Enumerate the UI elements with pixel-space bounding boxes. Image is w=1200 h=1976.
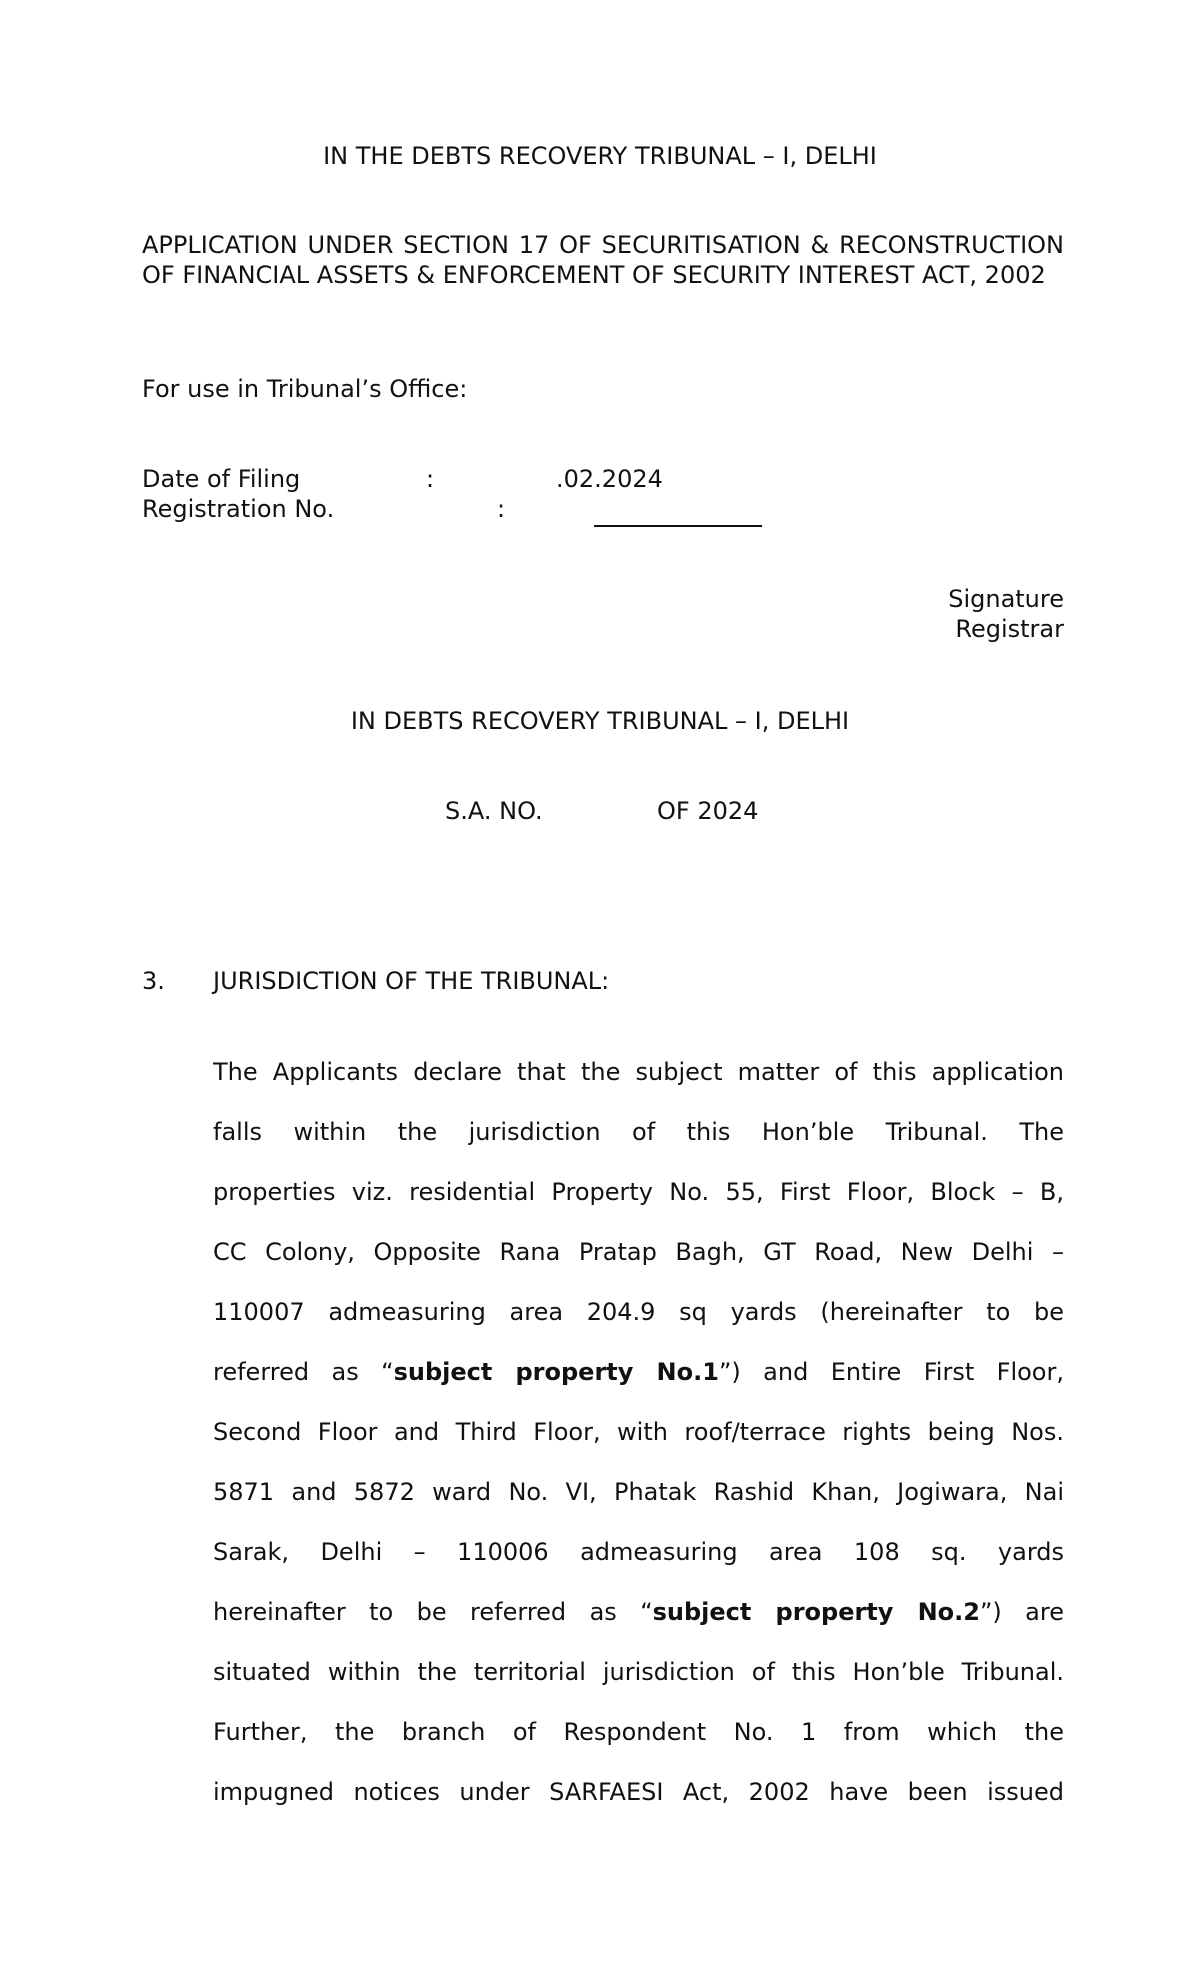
paragraph-line: impugned notices under SARFAESI Act, 2002 have been issued — [213, 1778, 1064, 1806]
paragraph-line: Further, the branch of Respondent No. 1 from which the — [213, 1718, 1064, 1746]
paragraph-line: CC Colony, Opposite Rana Pratap Bagh, GT Road, New Delhi – — [213, 1238, 1064, 1266]
paragraph-line: situated within the territorial jurisdiction of this Hon’ble Tribunal. — [213, 1658, 1064, 1686]
paragraph-line — [213, 1592, 1064, 1632]
paragraph-text: ”) are — [979, 1598, 1064, 1626]
case-court-title: IN DEBTS RECOVERY TRIBUNAL – I, DELHI — [350, 707, 850, 735]
paragraph-line: Sarak, Delhi – 110006 admeasuring area 108 sq. yards — [213, 1538, 1064, 1566]
paragraph-text: referred as “ — [213, 1358, 394, 1386]
registration-no-label: Registration No. — [142, 495, 335, 523]
application-title: APPLICATION UNDER SECTION 17 OF SECURITISATION & RECONSTRUCTION OF FINANCIAL ASSETS & ENFORCEMENT OF SECURITY INTEREST ACT, 2002 — [142, 231, 1064, 289]
paragraph-line: properties viz. residential Property No. 55, First Floor, Block – B, — [213, 1178, 1064, 1206]
subject-property-2-term: subject property No.2 — [652, 1598, 980, 1626]
signature-label: Signature — [948, 585, 1064, 613]
date-of-filing-value: .02.2024 — [556, 465, 663, 493]
registrar-label: Registrar — [955, 615, 1064, 643]
paragraph-line — [213, 1352, 1064, 1392]
paragraph-text: ”) and Entire First Floor, — [718, 1358, 1064, 1386]
section-heading: JURISDICTION OF THE TRIBUNAL: — [213, 967, 610, 995]
registration-no-colon: : — [497, 495, 506, 523]
paragraph-line: The Applicants declare that the subject matter of this application — [213, 1058, 1064, 1086]
paragraph-line: 5871 and 5872 ward No. VI, Phatak Rashid Khan, Jogiwara, Nai — [213, 1478, 1064, 1506]
date-of-filing-label: Date of Filing — [142, 465, 301, 493]
paragraph-line: 110007 admeasuring area 204.9 sq yards (hereinafter to be — [213, 1298, 1064, 1326]
sa-number-label: S.A. NO. — [445, 797, 543, 825]
court-title: IN THE DEBTS RECOVERY TRIBUNAL – I, DELHI — [323, 142, 877, 170]
sa-year-label: OF 2024 — [657, 797, 759, 825]
registration-no-blank-line — [594, 525, 762, 527]
paragraph-text: hereinafter to be referred as “ — [213, 1598, 653, 1626]
subject-property-1-term: subject property No.1 — [393, 1358, 719, 1386]
office-use-label: For use in Tribunal’s Office: — [142, 375, 468, 403]
date-of-filing-colon: : — [426, 465, 435, 493]
paragraph-line: Second Floor and Third Floor, with roof/terrace rights being Nos. — [213, 1418, 1064, 1446]
section-number: 3. — [142, 967, 165, 995]
paragraph-line: falls within the jurisdiction of this Hon’ble Tribunal. The — [213, 1118, 1064, 1146]
